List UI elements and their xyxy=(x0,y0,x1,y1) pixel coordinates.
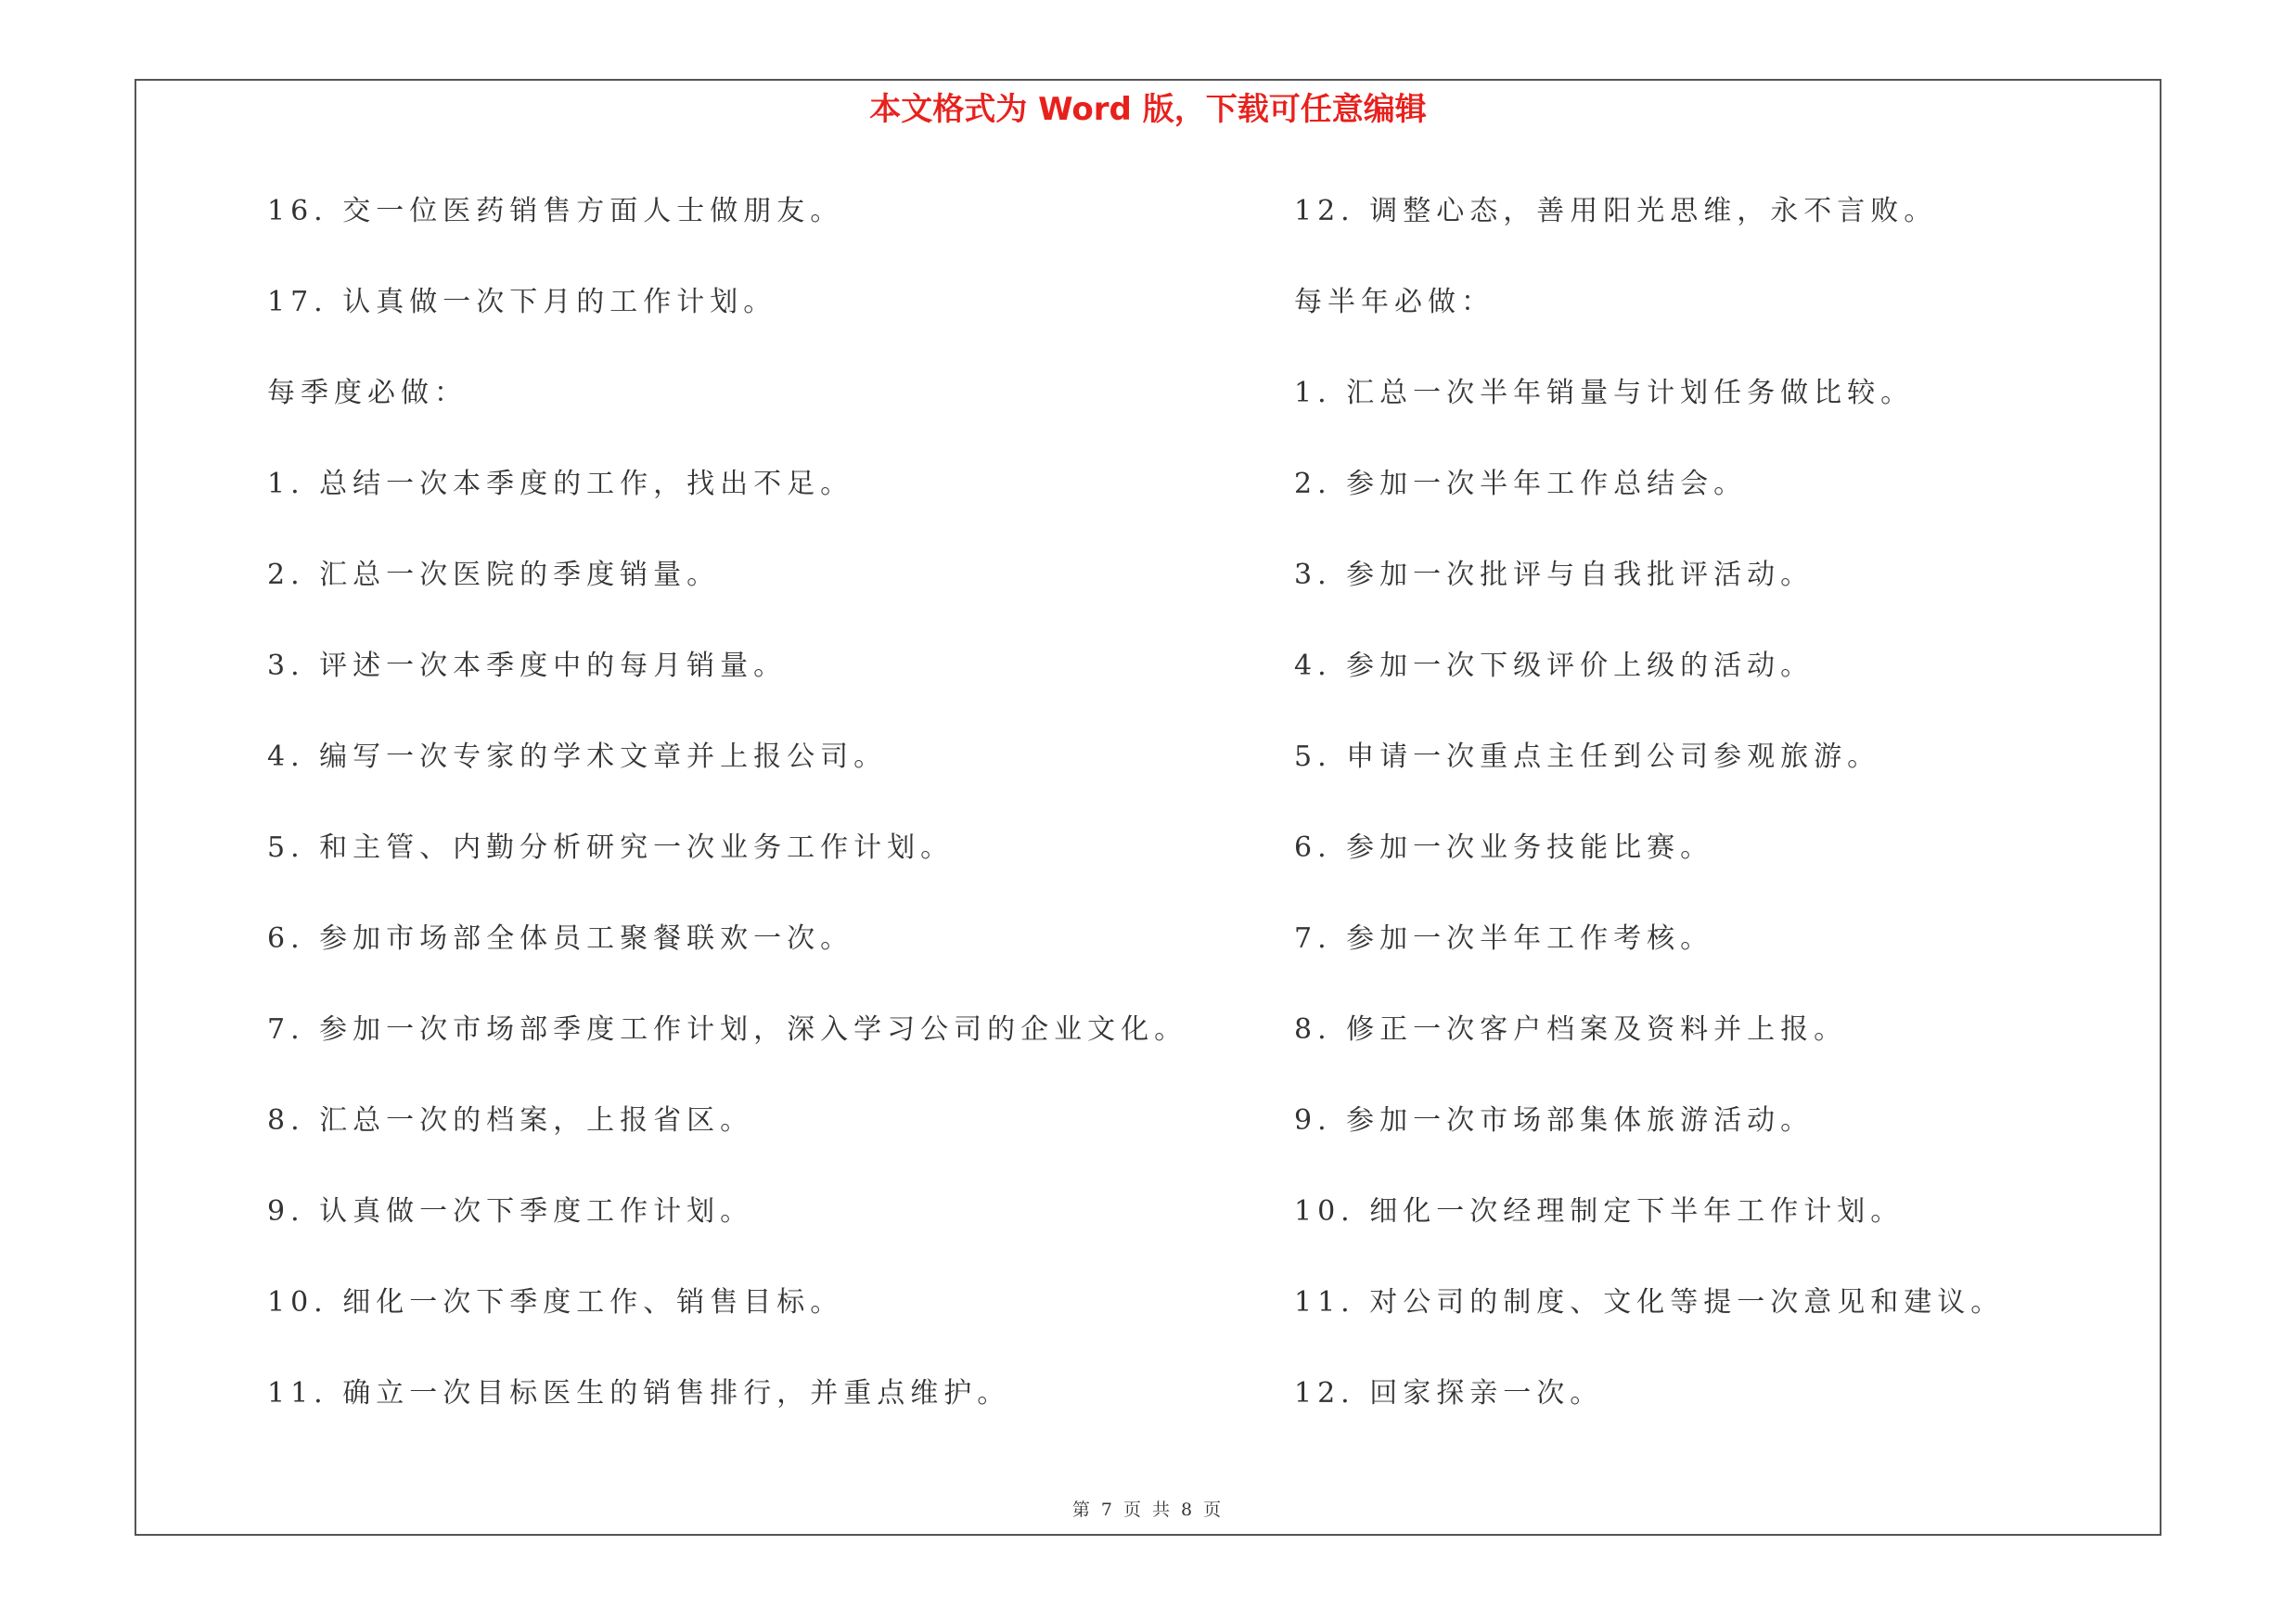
text-line: 17. 认真做一次下月的工作计划。 xyxy=(267,286,777,318)
text-line: 3. 参加一次批评与自我批评活动。 xyxy=(1294,559,1815,591)
section-heading-quarterly: 每季度必做： xyxy=(267,377,468,409)
text-line: 11. 对公司的制度、文化等提一次意见和建议。 xyxy=(1294,1286,2005,1319)
right-text-column xyxy=(1294,186,2129,1459)
page-number-footer: 第 7 页 共 8 页 xyxy=(1071,1500,1225,1520)
text-line: 9. 参加一次市场部集体旅游活动。 xyxy=(1294,1104,1815,1137)
text-line: 8. 汇总一次的档案，上报省区。 xyxy=(267,1104,754,1137)
text-line: 2. 汇总一次医院的季度销量。 xyxy=(267,559,721,591)
text-line: 12. 调整心态，善用阳光思维，永不言败。 xyxy=(1294,195,1938,227)
text-line: 12. 回家探亲一次。 xyxy=(1294,1377,1604,1410)
text-line: 1. 总结一次本季度的工作，找出不足。 xyxy=(267,468,854,500)
text-line: 11. 确立一次目标医生的销售排行，并重点维护。 xyxy=(267,1377,1011,1410)
text-line: 5. 申请一次重点主任到公司参观旅游。 xyxy=(1294,741,1881,773)
text-line: 4. 编写一次专家的学术文章并上报公司。 xyxy=(267,741,888,773)
word-format-notice: 本文格式为 Word 版，下载可任意编辑 xyxy=(869,91,1427,128)
text-line: 7. 参加一次半年工作考核。 xyxy=(1294,922,1714,955)
text-line: 16. 交一位医药销售方面人士做朋友。 xyxy=(267,195,844,227)
text-line: 9. 认真做一次下季度工作计划。 xyxy=(267,1195,754,1228)
text-line: 2. 参加一次半年工作总结会。 xyxy=(1294,468,1748,500)
text-line: 1. 汇总一次半年销量与计划任务做比较。 xyxy=(1294,377,1915,409)
text-line: 6. 参加市场部全体员工聚餐联欢一次。 xyxy=(267,922,854,955)
text-line: 6. 参加一次业务技能比赛。 xyxy=(1294,831,1714,864)
text-line: 4. 参加一次下级评价上级的活动。 xyxy=(1294,650,1815,682)
text-line: 8. 修正一次客户档案及资料并上报。 xyxy=(1294,1013,1848,1046)
text-line: 3. 评述一次本季度中的每月销量。 xyxy=(267,650,788,682)
text-line: 7. 参加一次市场部季度工作计划，深入学习公司的企业文化。 xyxy=(267,1013,1188,1046)
text-line: 10. 细化一次经理制定下半年工作计划。 xyxy=(1294,1195,1905,1228)
text-line: 5. 和主管、内勤分析研究一次业务工作计划。 xyxy=(267,831,955,864)
left-text-column xyxy=(267,186,1241,1459)
text-line: 10. 细化一次下季度工作、销售目标。 xyxy=(267,1286,844,1319)
section-heading-half-year: 每半年必做： xyxy=(1294,286,1494,318)
